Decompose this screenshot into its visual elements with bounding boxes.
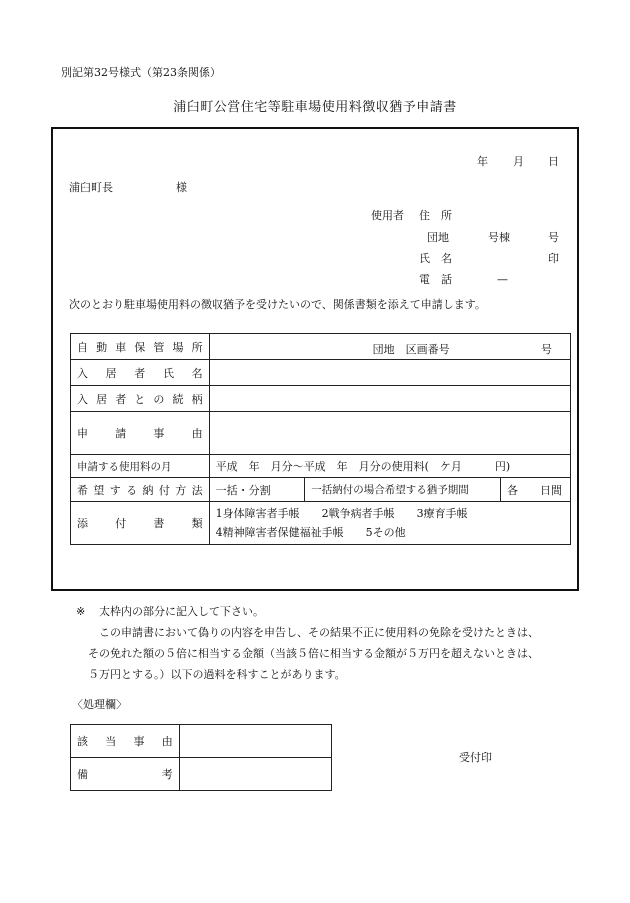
reason-label: 申請事由	[71, 412, 210, 455]
note-line-1: 太枠内の部分に記入して下さい。	[99, 605, 264, 618]
note-line-4: ５万円とする。）以下の過料を科すことがあります。	[88, 668, 346, 681]
processing-remarks-field[interactable]	[179, 758, 331, 791]
attach-line-2: 4精神障害者保健福祉手帳 5その他	[215, 526, 406, 539]
note-mark: ※	[76, 605, 86, 618]
processing-table	[70, 724, 332, 791]
table-row	[71, 334, 571, 360]
seal-mark: 印	[548, 252, 559, 265]
table-row	[71, 455, 571, 478]
form-reference: 別記第32号様式（第23条関係）	[61, 66, 221, 79]
table-row	[71, 725, 332, 758]
phone-label: 電 話	[419, 273, 452, 286]
processing-section-label: 〈処理欄〉	[72, 698, 127, 711]
address-gou: 号	[548, 231, 559, 244]
note-line-2: この申請書において偽りの内容を申告し、その結果不正に使用料の免除を受けたときは、	[99, 626, 539, 639]
tenant-label: 入居者氏名	[71, 360, 210, 386]
parking-danchi: 団地 区画番号	[372, 343, 450, 356]
date-day: 日	[548, 155, 559, 168]
attach-label: 添付書類	[71, 502, 210, 545]
parking-label: 自動車保管場所	[71, 334, 210, 360]
parking-field[interactable]	[209, 334, 570, 360]
application-table	[70, 333, 571, 545]
name-label: 氏 名	[419, 252, 452, 265]
user-label: 使用者	[371, 209, 404, 222]
table-row	[71, 360, 571, 386]
addressee-honorific: 様	[176, 181, 187, 194]
addressee-name: 浦臼町長	[69, 181, 113, 194]
processing-reason-label: 該当事由	[71, 725, 180, 758]
reception-stamp-label: 受付印	[459, 751, 492, 764]
fee-month-label: 申請する使用料の月	[71, 455, 210, 478]
processing-reason-field[interactable]	[179, 725, 331, 758]
address-gotou: 号棟	[488, 231, 510, 244]
pay-method-label: 希望する納付方法	[71, 478, 210, 502]
document-title: 浦臼町公営住宅等駐車場使用料徴収猶予申請書	[173, 100, 457, 115]
parking-gou: 号	[541, 343, 552, 356]
fee-month-field[interactable]: 平成 年 月分～平成 年 月分の使用料( ケ月 円)	[209, 455, 570, 478]
relation-label: 入居者との続柄	[71, 386, 210, 412]
attach-line-1: 1身体障害者手帳 2戦争病者手帳 3療育手帳	[215, 507, 468, 520]
table-row	[71, 502, 571, 545]
date-year: 年	[477, 155, 488, 168]
lump-period-field[interactable]: 各 日間	[501, 478, 571, 502]
table-row	[71, 412, 571, 455]
address-danchi: 団地	[427, 231, 449, 244]
processing-remarks-label: 備考	[71, 758, 180, 791]
address-label: 住 所	[419, 209, 452, 222]
pay-method-field[interactable]: 一括・分割	[209, 478, 305, 502]
table-row	[71, 758, 332, 791]
table-row	[71, 386, 571, 412]
reason-field[interactable]	[209, 412, 570, 455]
note-line-3: その免れた額の５倍に相当する金額（当該５倍に相当する金額が５万円を超えないときは、	[88, 647, 539, 660]
date-month: 月	[513, 155, 524, 168]
intro-text: 次のとおり駐車場使用料の徴収猶予を受けたいので、関係書類を添えて申請します。	[69, 298, 486, 311]
relation-field[interactable]	[209, 386, 570, 412]
attach-field[interactable]	[209, 502, 570, 545]
phone-dash: —	[497, 273, 508, 286]
lump-period-label: 一括納付の場合希望する猶予期間	[305, 478, 501, 502]
table-row	[71, 478, 571, 502]
tenant-field[interactable]	[209, 360, 570, 386]
